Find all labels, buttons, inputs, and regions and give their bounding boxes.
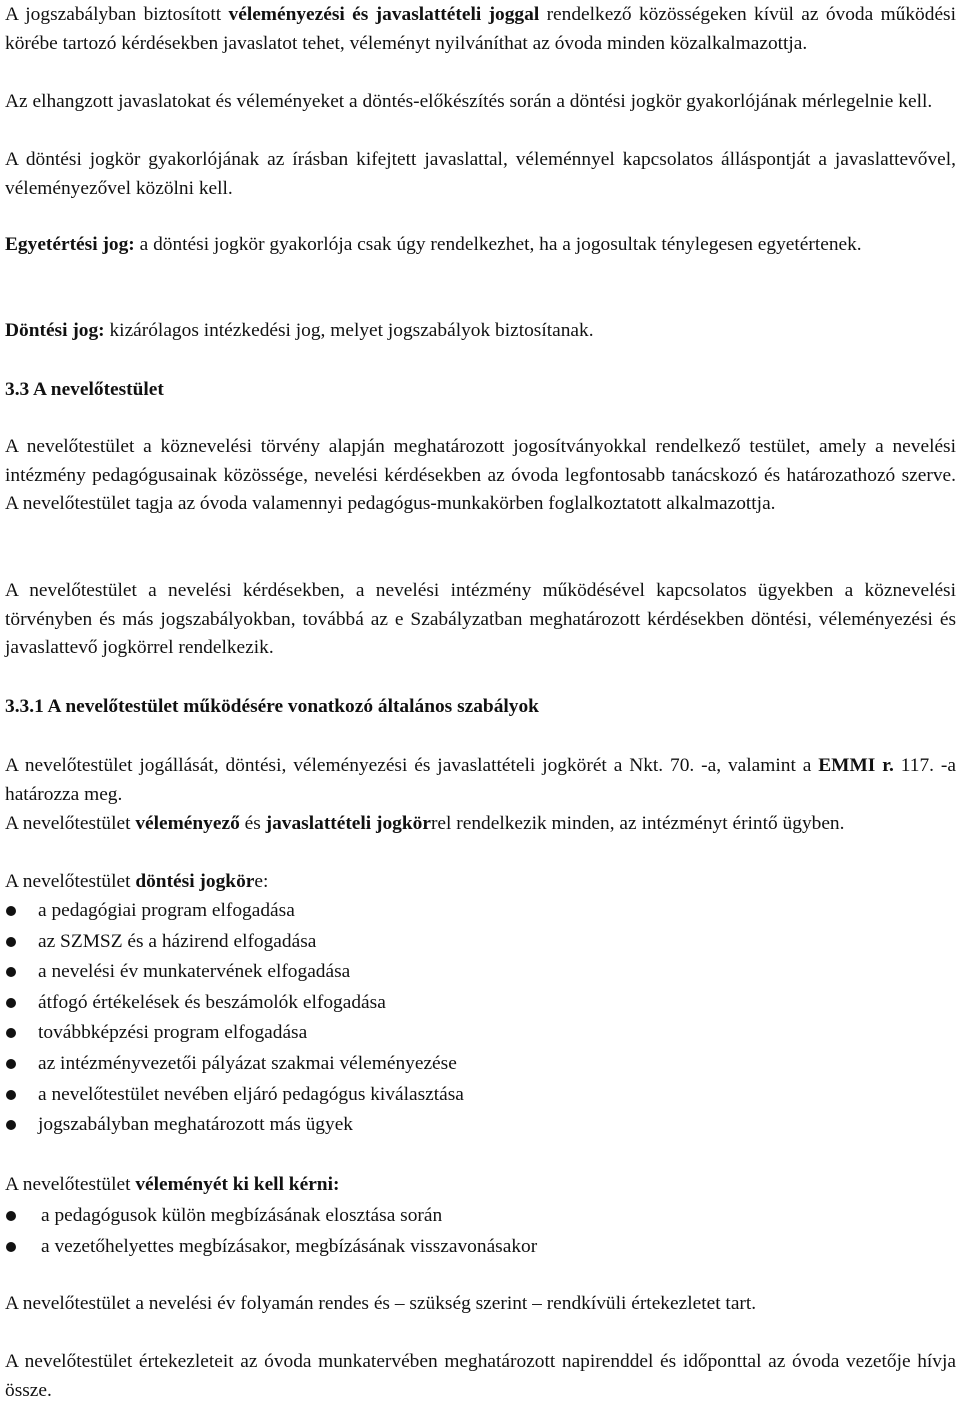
term-egyetertesi-jog: Egyetértési jog:: [5, 234, 135, 255]
velemeny-list: [5, 1201, 537, 1262]
bold-term-velemenyezesi-joggal: véleményezési és javaslattételi joggal: [228, 4, 540, 25]
list-item: átfogó értékelések és beszámolók elfogadása: [5, 988, 464, 1019]
bold-emmi: EMMI r.: [818, 755, 894, 776]
paragraph-nevelotestulet-jogkor: A nevelőtestület a nevelési kérdésekben, a nevelési intézmény működésével kapcsolatos ügyekben a köznevelési törvényben és más jogszabályokban, továbbá az e Szabályzatban meghatározott kérdésekben döntési, véleményezési és javaslattevő jogkörrel rendelkezik.: [5, 580, 956, 659]
list-item: a vezetőhelyettes megbízásakor, megbízásának visszavonásakor: [5, 1232, 537, 1263]
list-item: a pedagógusok külön megbízásának elosztása során: [5, 1201, 537, 1232]
paragraph-allaspont: A döntési jogkör gyakorlójának az írásban kifejtett javaslattal, véleménnyel kapcsolatos álláspontját a javaslattevővel, véleményezővel közölni kell.: [5, 149, 956, 200]
list-item: az SZMSZ és a házirend elfogadása: [5, 927, 464, 958]
bullet-icon: [6, 1090, 16, 1100]
bullet-icon: [6, 1059, 16, 1069]
paragraph-velemenyezo-jogkor: A nevelőtestület véleményező és javaslattételi jogkörrel rendelkezik minden, az intézményt érintő ügyben.: [5, 813, 845, 834]
paragraph-javaslattetel: A jogszabályban biztosított véleményezési és javaslattételi joggal rendelkező közösségeken kívül az óvoda működési körébe tartozó kérdésekben javaslatot tehet, véleményt nyilváníthat az óvoda minden közalkalmazottja.: [5, 4, 956, 55]
list-item: a nevelőtestület nevében eljáró pedagógus kiválasztása: [5, 1080, 464, 1111]
term-dontesi-jog: Döntési jog:: [5, 320, 105, 341]
bullet-icon: [6, 1028, 16, 1038]
paragraph-nevelotestulet-definicio: A nevelőtestület a köznevelési törvény alapján meghatározott jogosítványokkal rendelkező testület, amely a nevelési intézmény pedagógusainak közössége, nevelési kérdésekben az óvoda legfontosabb tanácskozó és határozathozó szerve. A nevelőtestület tagja az óvoda valamennyi pedagógus-munkakörben foglalkoztatott alkalmazottja.: [5, 436, 956, 515]
paragraph-velemeny-kerni: A nevelőtestület véleményét ki kell kérni:: [5, 1174, 340, 1195]
list-item: továbbképzési program elfogadása: [5, 1018, 464, 1049]
paragraph-dontesi-jogkore: A nevelőtestület döntési jogköre:: [5, 871, 269, 892]
paragraph-merlegeles: Az elhangzott javaslatokat és véleményeket a döntés-előkészítés során a döntési jogkör gyakorlójának mérlegelnie kell.: [5, 91, 933, 112]
definition-egyetertesi-jog: Egyetértési jog: a döntési jogkör gyakorlója csak úgy rendelkezhet, ha a jogosultak ténylegesen egyetértenek.: [5, 234, 862, 255]
bullet-icon: [6, 937, 16, 947]
list-item: jogszabályban meghatározott más ügyek: [5, 1110, 464, 1141]
list-item: a pedagógiai program elfogadása: [5, 896, 464, 927]
list-item: a nevelési év munkatervének elfogadása: [5, 957, 464, 988]
list-item: az intézményvezetői pályázat szakmai véleményezése: [5, 1049, 464, 1080]
dontesi-jogkor-list: [5, 896, 464, 1141]
bullet-icon: [6, 1211, 16, 1221]
bullet-icon: [6, 906, 16, 916]
bullet-icon: [6, 1120, 16, 1130]
paragraph-jogallas: A nevelőtestület jogállását, döntési, véleményezési és javaslattételi jogkörét a Nkt. 70. -a, valamint a EMMI r. 117. -a határozza meg.: [5, 755, 956, 805]
heading-3-3: 3.3 A nevelőtestület: [5, 379, 164, 400]
bullet-icon: [6, 967, 16, 977]
bullet-icon: [6, 998, 16, 1008]
definition-dontesi-jog: Döntési jog: kizárólagos intézkedési jog, melyet jogszabályok biztosítanak.: [5, 320, 594, 341]
heading-3-3-1: 3.3.1 A nevelőtestület működésére vonatkozó általános szabályok: [5, 696, 539, 717]
paragraph-ertekezlet-osszehivas: A nevelőtestület értekezleteit az óvoda munkatervében meghatározott napirenddel és időponttal az óvoda vezetője hívja össze.: [5, 1351, 956, 1401]
paragraph-ertekezlet: A nevelőtestület a nevelési év folyamán rendes és – szükség szerint – rendkívüli értekezletet tart.: [5, 1293, 757, 1314]
bullet-icon: [6, 1242, 16, 1252]
